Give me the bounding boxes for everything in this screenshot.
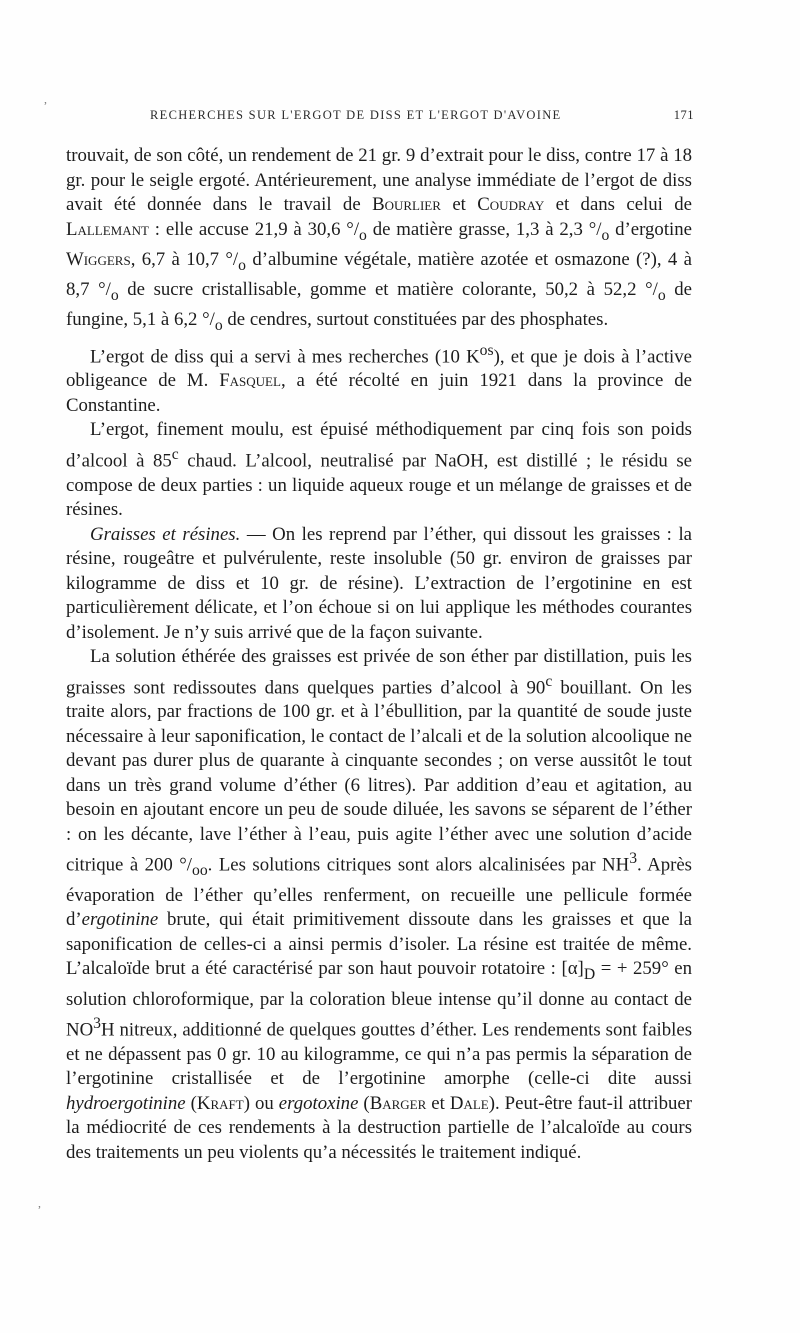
paragraph: L’ergot, finement moulu, est épuisé méthodiquement par cinq fois son poids d’alcool à 85$^c$ chaud. L’alcool, neutralisé par NaOH, est distillé ; le résidu se compose de deux parties : un liquide aqueux rouge et un mélange de graisses et de résines.: [66, 419, 693, 521]
margin-mark: ,: [38, 1196, 41, 1210]
paragraph: Graisses et résines. — On les reprend par l’éther, qui dissout les graisses : la résine, rougeâtre et pulvérulente, reste insoluble (50 gr. environ de graisses par kilogramme de diss et 10 gr. de résine). L’extraction de l’ergotinine en est particulièrement délicate, et l’on échoue si on lui applique les méthodes courantes d’isolement. Je n’y suis arrivé que de la façon suivante.: [66, 523, 692, 643]
paragraph: L’ergot de diss qui a servi à mes recherches (10 $K^{os}$), et que je dois à l’active obligeance de M. Fasquel, a été récolté en juin 1921 dans la province de Constantine.: [66, 341, 692, 416]
running-header: [62, 108, 694, 128]
body-text: [66, 144, 692, 1165]
running-title: RECHERCHES SUR L'ERGOT DE DISS ET L'ERGOT D'AVOINE: [150, 108, 562, 122]
paragraph: La solution éthérée des graisses est privée de son éther par distillation, puis les graisses sont redissoutes dans quelques parties d’alcool à 90$^c$ bouillant. On les traite alors, par fractions de 100 gr. et à l’ébullition, par la quantité de soude juste nécessaire à leur saponification, le contact de l’alcali et de la solution alcoolique ne devant pas durer plus de quarante à cinquante secondes ; on verse aussitôt le tout dans un très grand volume d’éther (6 litres). Par addition d’eau et agitation, au besoin en ajoutant encore un peu de soude diluée, les savons se séparent de l’éther : on les décante, lave l’éther à l’eau, puis agite l’éther avec une solution d’acide citrique à 200 $^\circ/_{oo}$. Les solutions citriques sont alors alcalinisées par $NH^3$. Après évaporation de l’éther qu’elles renferment, on recueille une pellicule formée d’ergotinine brute, qui était primitivement dissoute dans les graisses et que la saponification de celles-ci a ainsi permis d’isoler. La résine est traitée de même. L’alcaloïde brut a été caractérisé par son haut pouvoir rotatoire : $[\alpha]_D$ = + 259° en solution chloroformique, par la coloration bleue intense qu’il donne au contact de $NO^3H$ nitreux, additionné de quelques gouttes d’éther. Les rendements sont faibles et ne dépassent pas 0 gr. 10 au kilogramme, ce qui n’a pas permis la séparation de l’ergotinine cristallisée et de l’ergotinine amorphe (celle-ci dite aussi hydroergotinine (Kraft) ou ergotoxine (Barger et Dale). Peut-être faut-il attribuer la médiocrité de ces rendements à la destruction partielle de l’alcaloïde au cours des traitements un peu violents qu’a nécessités le traitement indiqué.: [66, 646, 693, 1163]
paragraph: trouvait, de son côté, un rendement de 21 gr. 9 d’extrait pour le diss, contre 17 à 18 gr. pour le seigle ergoté. Antérieurement, une analyse immédiate de l’ergot de diss avait été donnée dans le travail de Bourlier et Coudray et dans celui de Lallemant : elle accuse 21,9 à 30,6 $^\circ/_o$ de matière grasse, 1,3 à 2,3 $^\circ/_o$ d’ergotine Wiggers, 6,7 à 10,7 $^\circ/_o$ d’albumine végétale, matière azotée et osmazone (?), 4 à 8,7 $^\circ/_o$ de sucre cristallisable, gomme et matière colorante, 50,2 à 52,2 $^\circ/_o$ de fungine, 5,1 à 6,2 $^\circ/_o$ de cendres, surtout constituées par des phosphates.: [66, 145, 692, 334]
margin-mark: ,: [44, 92, 47, 106]
page-number: 171: [673, 108, 694, 122]
